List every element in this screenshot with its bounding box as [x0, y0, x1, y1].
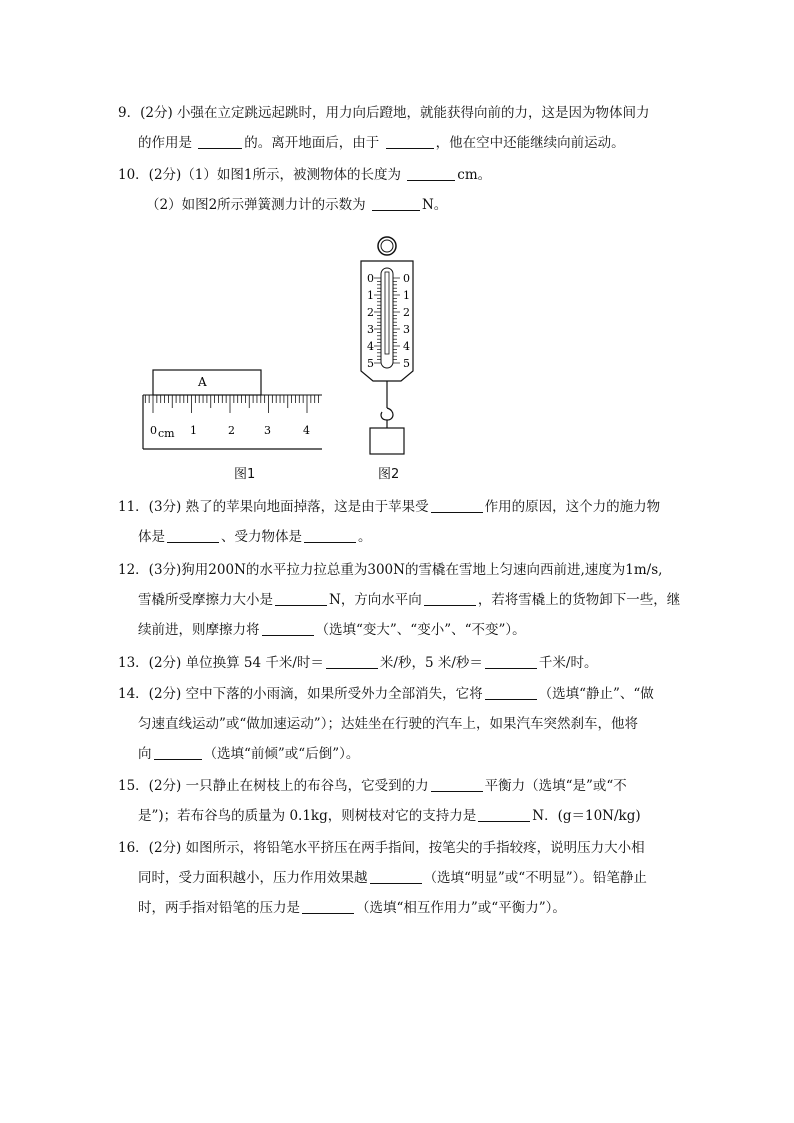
q12-text-e: （选填“变大”、“变小”、“不变”）。 [315, 622, 526, 638]
q13-blank-2[interactable] [485, 653, 537, 669]
q16-line-3 [118, 893, 678, 923]
q16-text-c: 时，两手指对铅笔的压力是 [138, 900, 300, 916]
q16-line-2 [118, 863, 678, 893]
scale-right-5: 5 [403, 357, 410, 370]
scale-left-2: 2 [367, 306, 374, 319]
spring-scale-figure [361, 237, 413, 454]
scale-left-1: 1 [367, 289, 374, 302]
q15-blank-1[interactable] [431, 776, 483, 792]
q13-text-c: 千米/时。 [538, 655, 598, 671]
q9-blank-2[interactable] [386, 133, 434, 149]
q14-blank-2[interactable] [154, 744, 202, 760]
q12-text-b: N，方向水平向 [329, 592, 422, 608]
q14-line-2: 匀速直线运动”或“做加速运动”）；达娃坐在行驶的汽车上，如果汽车突然刹车，他将 [138, 716, 638, 732]
q12-text-a: 雪橇所受摩擦力大小是 [138, 592, 273, 608]
question-14 [118, 679, 678, 769]
question-11 [118, 492, 678, 552]
question-9 [118, 98, 678, 158]
q11-blank-1[interactable] [431, 497, 483, 513]
q9-line-1: 9．(2分) 小强在立定跳远起跳时，用力向后蹬地，就能获得向前的力，这是因为物体间力 [118, 105, 650, 121]
q14-blank-1[interactable] [485, 684, 537, 700]
ruler-ticks [145, 395, 318, 413]
q16-blank-2[interactable] [302, 898, 354, 914]
scale-left-4: 4 [367, 340, 374, 353]
q16-text-b: （选填“明显”或“不明显”）。铅笔静止 [423, 870, 647, 886]
figure-2-caption: 图2 [378, 467, 400, 482]
q12-text-d: 续前进，则摩擦力将 [138, 622, 260, 638]
q9-line-2 [118, 128, 678, 158]
q10-line-1 [118, 160, 678, 190]
q15-text-a: 15．(2分) 一只静止在树枝上的布谷鸟，它受到的力 [118, 778, 429, 794]
q13-text-a: 13．(2分) 单位换算 54 千米/时＝ [118, 655, 324, 671]
q10-blank-1[interactable] [407, 165, 455, 181]
scale-right-2: 2 [403, 306, 410, 319]
question-10 [118, 160, 678, 220]
scale-right-0: 0 [403, 272, 410, 285]
q11-text-b: 作用的原因，这个力的施力物 [484, 499, 661, 515]
scale-left-5: 5 [367, 357, 374, 370]
scale-left-0: 0 [367, 272, 374, 285]
q9-text-b: 的。离开地面后，由于 [244, 135, 384, 151]
q12-line-3 [118, 615, 678, 645]
q15-text-b: 平衡力（选填“是”或“不 [484, 778, 627, 794]
q10-text-b: cm。 [457, 167, 492, 183]
q16-line-1: 16．(2分) 如图所示，将铅笔水平挤压在两手指间，按笔尖的手指较疼，说明压力大小相 [118, 840, 645, 856]
scale-spring-bar [385, 272, 389, 354]
block-a [153, 370, 261, 395]
q9-blank-1[interactable] [198, 133, 242, 149]
question-15 [118, 771, 678, 831]
q10-text-d: N。 [421, 197, 448, 213]
q11-text-c: 体是 [138, 529, 165, 545]
ruler-tick-label-4: 4 [303, 424, 310, 437]
q12-blank-2[interactable] [424, 590, 476, 606]
question-16 [118, 833, 678, 923]
q14-text-d: （选填“前倾”或“后倒”）。 [203, 746, 360, 762]
ruler-tick-label-3: 3 [264, 424, 271, 437]
q16-blank-1[interactable] [370, 868, 422, 884]
scale-right-1: 1 [403, 289, 410, 302]
q9-text-c: ，他在空中还能继续向前运动。 [435, 135, 625, 151]
q10-text-c: （2）如图2所示弹簧测力计的示数为 [146, 197, 370, 213]
q14-text-b: （选填“静止”、“做 [538, 686, 654, 702]
q12-line-2 [118, 585, 681, 615]
q13-blank-1[interactable] [326, 653, 378, 669]
q12-blank-3[interactable] [262, 620, 314, 636]
scale-right-3: 3 [403, 323, 410, 336]
ruler-figure [143, 370, 322, 449]
scale-weight [370, 428, 404, 454]
q11-text-d: 、受力物体是 [221, 529, 302, 545]
q10-blank-2[interactable] [372, 195, 420, 211]
question-12 [118, 555, 681, 645]
figure-area [130, 228, 430, 488]
q13-line-1 [118, 648, 678, 678]
ruler-tick-label-2: 2 [228, 424, 235, 437]
ruler-tick-label-0: 0 [150, 424, 157, 437]
q12-text-c: ，若将雪橇上的货物卸下一些，继 [477, 592, 681, 608]
q14-text-a: 14．(2分) 空中下落的小雨滴，如果所受外力全部消失，它将 [118, 686, 483, 702]
q11-blank-2[interactable] [167, 527, 219, 543]
q16-text-a: 同时，受力面积越小，压力作用效果越 [138, 870, 368, 886]
scale-right-4: 4 [403, 340, 410, 353]
block-a-label: A [198, 375, 207, 389]
q15-text-d: N．(g＝10N/kg) [532, 808, 641, 824]
scale-hook [381, 408, 393, 420]
q15-text-c: 是”)；若布谷鸟的质量为 0.1kg，则树枝对它的支持力是 [138, 808, 477, 824]
scale-ring-inner [381, 240, 393, 252]
q11-line-1 [118, 492, 678, 522]
q15-line-2 [118, 801, 678, 831]
q11-blank-3[interactable] [304, 527, 356, 543]
q10-line-2 [118, 190, 678, 220]
q11-text-a: 11．(3分) 熟了的苹果向地面掉落，这是由于苹果受 [118, 499, 429, 515]
ruler-unit: cm [158, 427, 175, 440]
q14-line-1 [118, 679, 678, 709]
q15-blank-2[interactable] [478, 806, 530, 822]
q11-line-2 [118, 522, 678, 552]
q12-blank-1[interactable] [275, 590, 327, 606]
q10-text-a: 10．(2分)（1）如图1所示，被测物体的长度为 [118, 167, 406, 183]
q14-line-3 [118, 739, 678, 769]
q16-text-d: （选填“相互作用力”或“平衡力”）。 [356, 900, 566, 916]
q15-line-1 [118, 771, 678, 801]
q9-text-a: 的作用是 [138, 135, 197, 151]
q11-text-e: 。 [358, 529, 372, 545]
scale-left-3: 3 [367, 323, 374, 336]
figure-1-caption: 图1 [234, 467, 256, 482]
ruler-tick-label-1: 1 [190, 424, 197, 437]
q13-text-b: 米/秒，5 米/秒＝ [379, 655, 483, 671]
q14-text-c: 向 [138, 746, 152, 762]
question-13 [118, 648, 678, 678]
q12-line-1: 12．(3分)狗用200N的水平拉力拉总重为300N的雪橇在雪地上匀速向西前进,速度为1m/s, [118, 562, 663, 578]
